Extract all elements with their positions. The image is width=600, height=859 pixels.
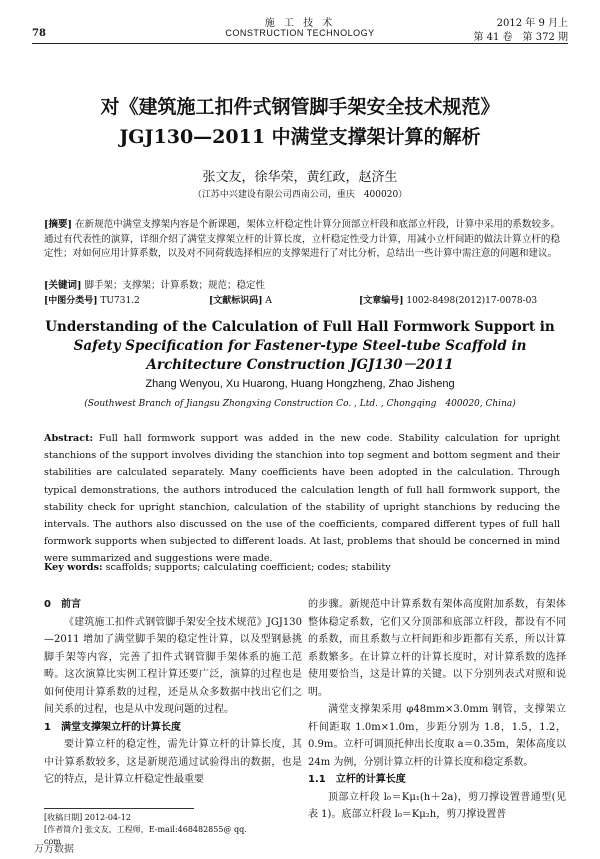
affiliation-cn: （江苏中兴建设有限公司西南公司，重庆 400020） [192, 190, 408, 200]
authors-cn: 张文友，徐华荣，黄红政，赵济生 [202, 170, 398, 185]
abstract-en [44, 430, 560, 568]
authors-en: Zhang Wenyou, Xu Huarong, Huang Hongzheng, Zhao Jisheng [145, 378, 455, 390]
page-number: 78 [32, 28, 46, 39]
right-paragraph-2: 满堂支撑架采用 φ48mm×3.0mm 钢管，支撑架立杆间距取 1.0m×1.0m，步距分别为 1.8，1.5，1.2，0.9m。立杆可调顶托伸出长度取 a＝0.35m，架体高度以 24m 为例，分别计算立杆的计算长度和稳定系数。 [308, 704, 566, 768]
body-column-left [44, 596, 302, 789]
footnote-rule [44, 808, 194, 809]
abstract-cn-text: 在新规范中满堂支撑架内容是个新课题，架体立杆稳定性计算分顶部立杆段和底部立杆段，计算中采用的系数较多。通过有代表性的演算，详细介绍了满堂支撑架立杆的计算长度，立杆稳定性受力计算，用减小立杆间距的做法计算立杆的稳定性；对如何应用计算系数，以及对不同荷载选择相应的支撑架进行了对比分析，总结出一些计算中需注意的问题和建议。 [44, 219, 560, 259]
right-paragraph-3: 顶部立杆段 l₀＝Kμ₁(h＋2a)，剪刀撑设置普通型(见表 1)。底部立杆段 l₀＝Kμ₂h，剪刀撑设置普 [308, 791, 566, 820]
running-header [32, 8, 568, 48]
keywords-cn-text: 脚手架；支撑架；计算系数；规范；稳定性 [84, 280, 266, 291]
affiliation-en: (Southwest Branch of Jiangsu Zhongxing Construction Co. , Ltd. , Chongqing 400020, China) [84, 399, 516, 409]
title-cn [30, 92, 570, 152]
issue-date: 2012 年 9 月上 [496, 18, 568, 29]
watermark: 万方数据 [34, 844, 74, 855]
abstract-en-text: Full hall formwork support was added in the new code. Stability calculation for upright stanchions of the support involves dividing the stanchion into top segment and bottom segment and their stabilities are calculated separately. Many coefficients have been adopted in the calculation. Through typical demonstrations, the authors introduced the calculation length of full hall formwork support, the stability check for upright stanchion, calculation of the stability of upright stanchions by reducing the intervals. The authors also discussed on the use of the coefficients, compared different types of full hall formwork supports when subjected to different loads. At last, problems that should be concerned in mind were summarized and suggestions were made. [44, 433, 560, 565]
received-date: [收稿日期] 2012-04-12 [44, 813, 131, 822]
keywords-cn [44, 277, 560, 291]
section-1-heading: 1 满堂支撑架立杆的计算长度 [44, 721, 181, 733]
footnote [44, 808, 254, 848]
journal-name-cn: 施 工 技 术 [264, 18, 336, 29]
author-intro: [作者简介] 张文友，工程师，E-mail:468482855@ qq. com [44, 825, 247, 846]
abstract-cn [44, 218, 560, 262]
title-en-line3: Architecture Construction JGJ130－2011 [146, 357, 454, 373]
volume-issue: 第 41 卷 第 372 期 [473, 32, 568, 43]
title-en-line1: Understanding of the Calculation of Full Hall Formwork Support in [45, 319, 555, 335]
title-en [36, 318, 564, 375]
abstract-cn-label: [摘要] [44, 219, 73, 230]
keywords-en-text: scaffolds; supports; calculating coefficient; codes; stability [105, 562, 391, 573]
title-en-line2: Safety Specification for Fastener-type Steel-tube Scaffold in [73, 338, 527, 354]
document-code: [文献标识码] A [209, 296, 272, 306]
title-cn-line1: 对《建筑施工扣件式钢管脚手架安全技术规范》 [100, 96, 500, 118]
keywords-en [44, 562, 560, 573]
keywords-en-label: Key words: [44, 562, 103, 573]
clc-code: [中图分类号] TU731.2 [44, 296, 140, 306]
abstract-en-label: Abstract: [44, 433, 94, 444]
section-1-paragraph: 要计算立杆的稳定性，需先计算立杆的计算长度，其中计算系数较多，这是新规范通过试验得出的数据，也是它的特点，是计算立杆稳定性最重要 [44, 739, 302, 785]
keywords-cn-label: [关键词] [44, 280, 82, 291]
body-column-right [308, 596, 566, 824]
journal-name-en: CONSTRUCTION TECHNOLOGY [225, 28, 375, 38]
subsection-1-1-heading: 1.1 立杆的计算长度 [308, 774, 406, 785]
title-cn-line2: JGJ130—2011 中满堂支撑架计算的解析 [119, 126, 481, 148]
section-0-heading: 0 前言 [44, 599, 81, 610]
section-0-paragraph: 《建筑施工扣件式钢管脚手架安全技术规范》JGJ130—2011 增加了满堂脚手架的稳定性计算，以及型钢悬挑脚手架等内容，完善了扣件式钢管脚手架体系的施工范畴。这次演算比实例工程计算还要广泛，演算的过程也是如何使用计算系数的过程，还是从众多数据中找出它们之间关系的过程，也是从中发现问题的过程。 [44, 616, 302, 715]
header-rule [32, 43, 568, 44]
article-number: [文章编号] 1002-8498(2012)17-0078-03 [359, 296, 538, 306]
right-paragraph-1: 的步骤。新规范中计算系数有架体高度附加系数，有架体整体稳定系数，它们又分顶部和底部立杆段，都设有不同的系数，而且系数与立杆间距和步距都有关系，所以计算系数繁多。在计算立杆的计算长度时，对计算系数的选择使用要恰当，这是计算的关键。以下分别列表式对照和说明。 [308, 599, 566, 698]
